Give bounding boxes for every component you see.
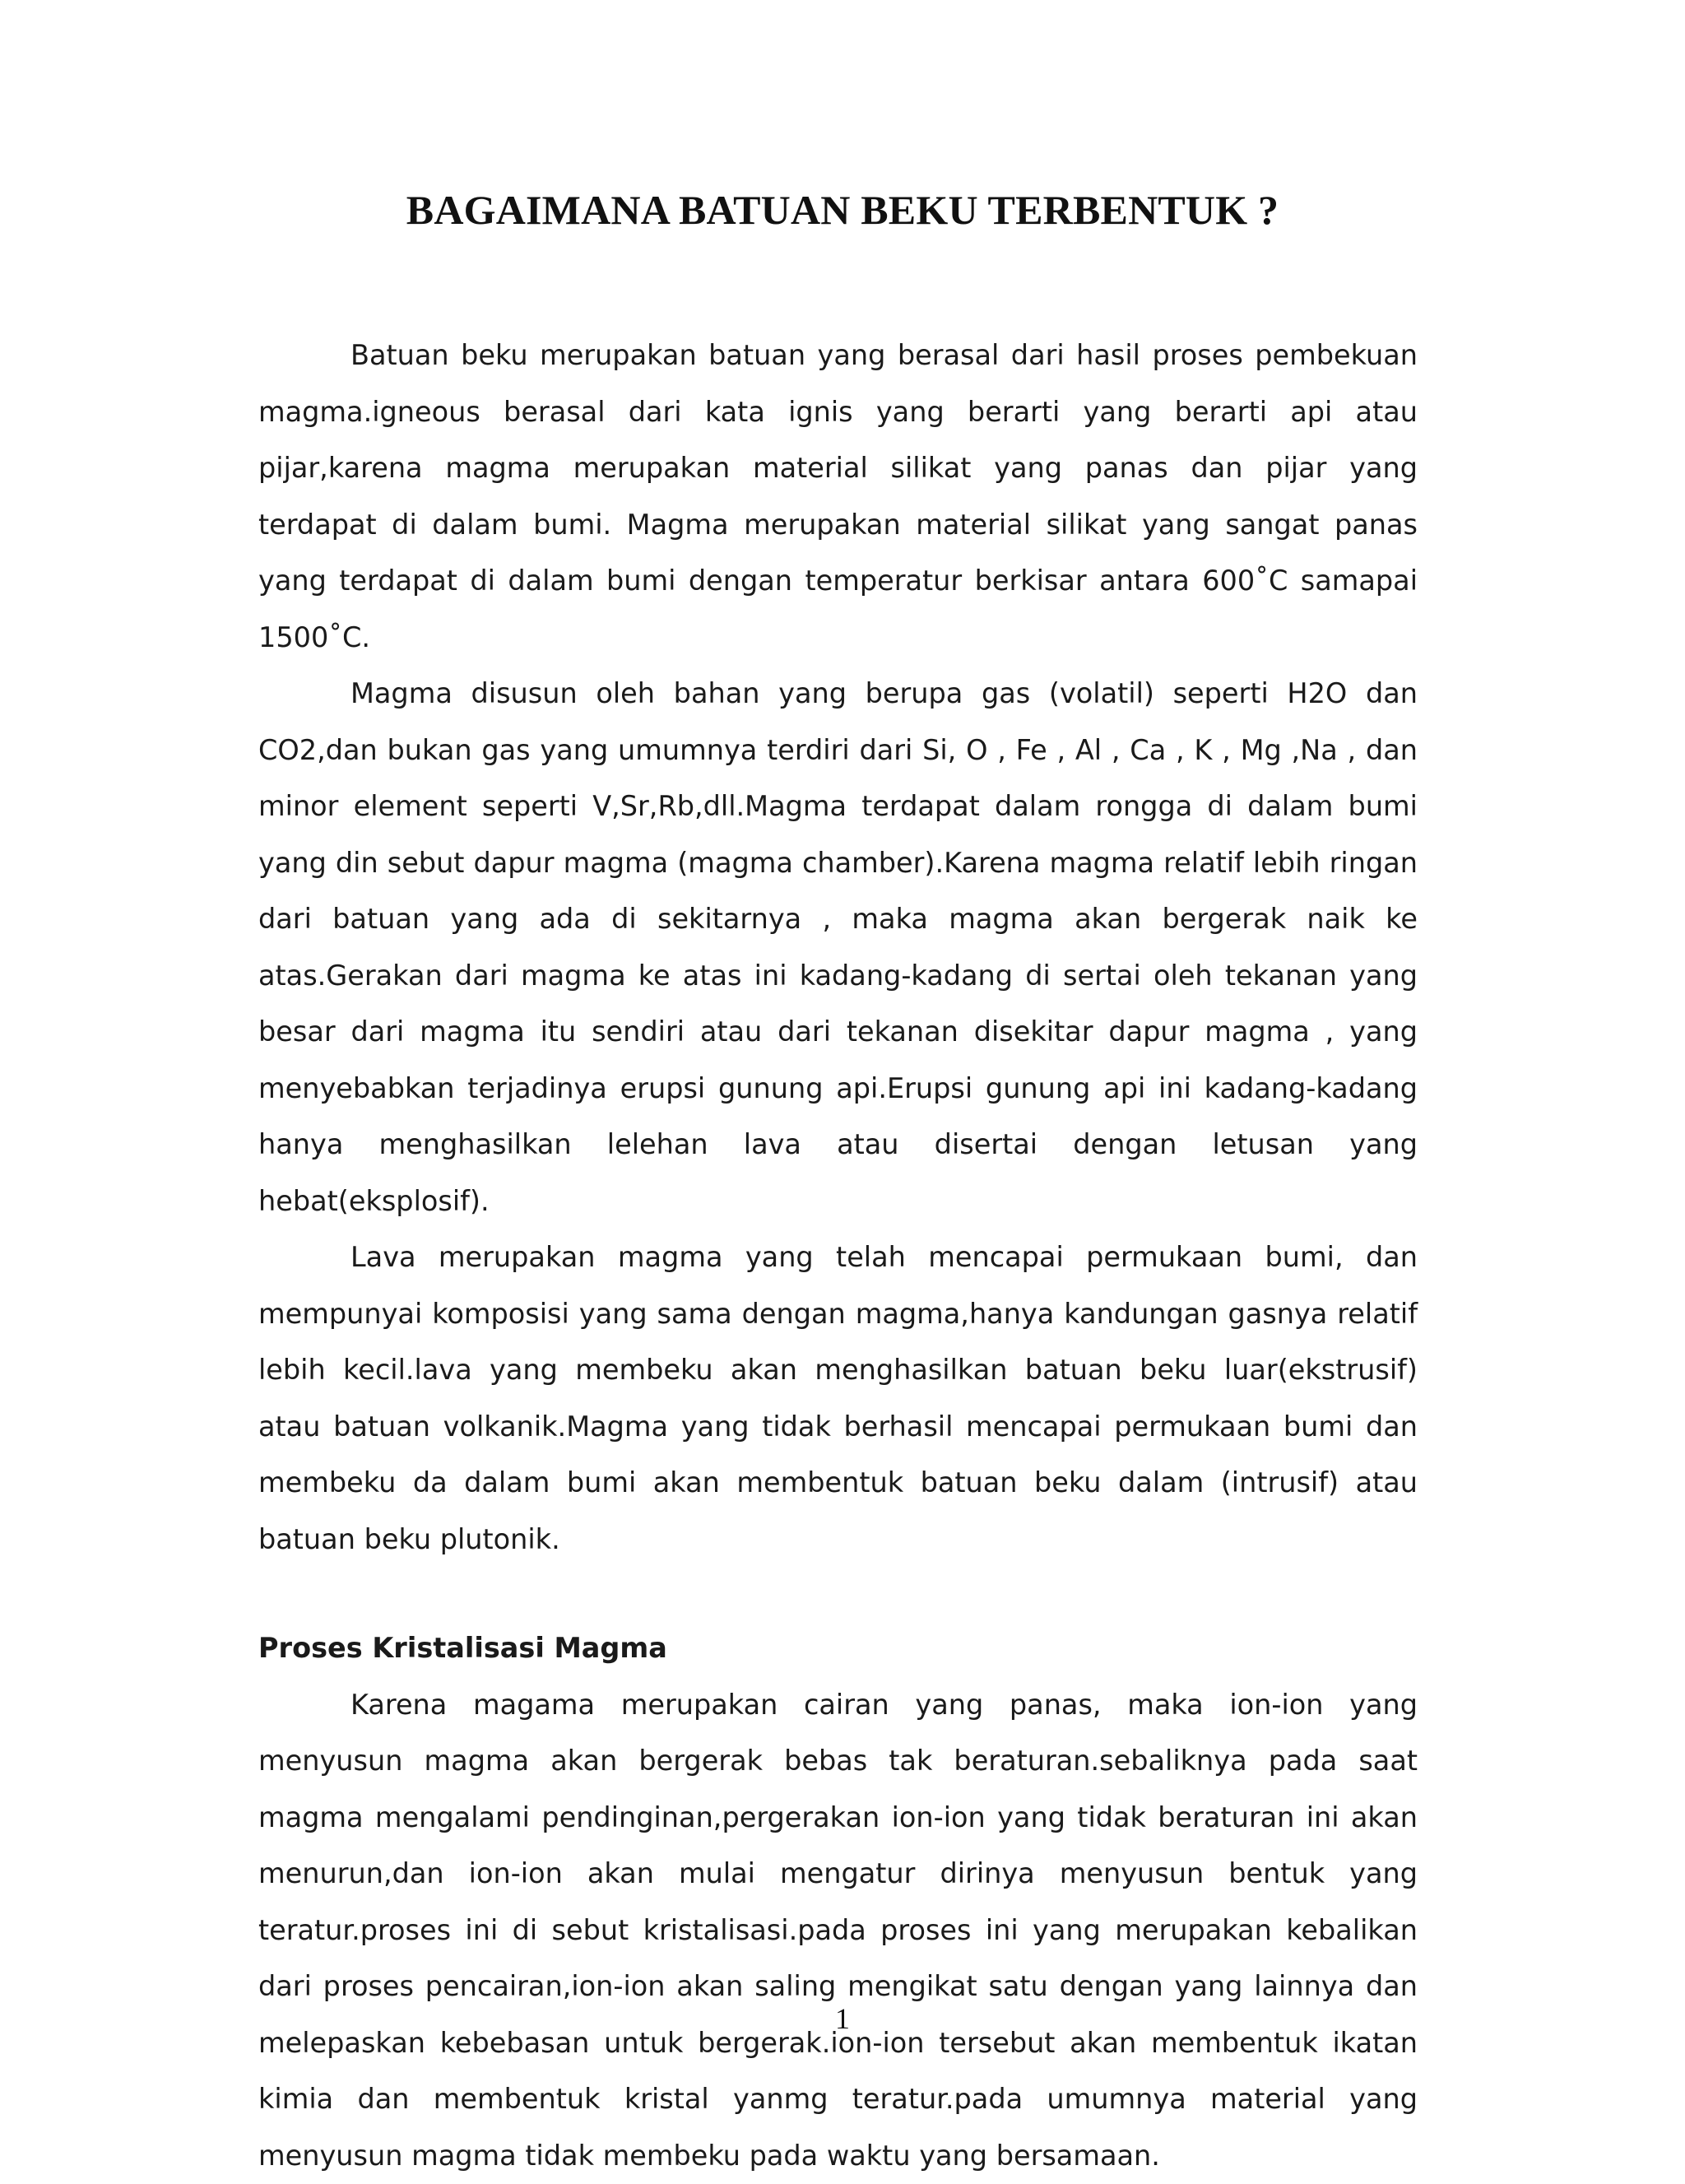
page-number: 1: [0, 2001, 1685, 2036]
paragraph-lava: Lava merupakan magma yang telah mencapai permukaan bumi, dan mempunyai komposisi yang sama dengan magma,hanya kandungan gasnya relatif lebih kecil.lava yang membeku akan menghasilkan batuan beku luar(ekstrusif) atau batuan volkanik.Magma yang tidak berhasil mencapai permukaan bumi dan membeku da dalam bumi akan membentuk batuan beku dalam (intrusif) atau batuan beku plutonik.: [258, 1229, 1418, 1568]
document-body: [258, 328, 1418, 2184]
section-heading: Proses Kristalisasi Magma: [258, 1620, 1418, 1677]
paragraph-intro: Batuan beku merupakan batuan yang berasal dari hasil proses pembekuan magma.igneous berasal dari kata ignis yang berarti yang berarti api atau pijar,karena magma merupakan material silikat yang panas dan pijar yang terdapat di dalam bumi. Magma merupakan material silikat yang sangat panas yang terdapat di dalam bumi dengan temperatur berkisar antara 600˚C samapai 1500˚C.: [258, 328, 1418, 666]
paragraph-magma-composition: Magma disusun oleh bahan yang berupa gas (volatil) seperti H2O dan CO2,dan bukan gas yang umumnya terdiri dari Si, O , Fe , Al , Ca , K , Mg ,Na , dan minor element seperti V,Sr,Rb,dll.Magma terdapat dalam rongga di dalam bumi yang din sebut dapur magma (magma chamber).Karena magma relatif lebih ringan dari batuan yang ada di sekitarnya , maka magma akan bergerak naik ke atas.Gerakan dari magma ke atas ini kadang-kadang di sertai oleh tekanan yang besar dari magma itu sendiri atau dari tekanan disekitar dapur magma , yang menyebabkan terjadinya erupsi gunung api.Erupsi gunung api ini kadang-kadang hanya menghasilkan lelehan lava atau disertai dengan letusan yang hebat(eksplosif).: [258, 666, 1418, 1229]
paragraph-crystallization: Karena magama merupakan cairan yang panas, maka ion-ion yang menyusun magma akan bergerak bebas tak beraturan.sebaliknya pada saat magma mengalami pendinginan,pergerakan ion-ion yang tidak beraturan ini akan menurun,dan ion-ion akan mulai mengatur dirinya menyusun bentuk yang teratur.proses ini di sebut kristalisasi.pada proses ini yang merupakan kebalikan dari proses pencairan,ion-ion akan saling mengikat satu dengan yang lainnya dan melepaskan kebebasan untuk bergerak.ion-ion tersebut akan membentuk ikatan kimia dan membentuk kristal yanmg teratur.pada umumnya material yang menyusun magma tidak membeku pada waktu yang bersamaan.: [258, 1677, 1418, 2184]
page-title: BAGAIMANA BATUAN BEKU TERBENTUK ?: [0, 186, 1685, 234]
